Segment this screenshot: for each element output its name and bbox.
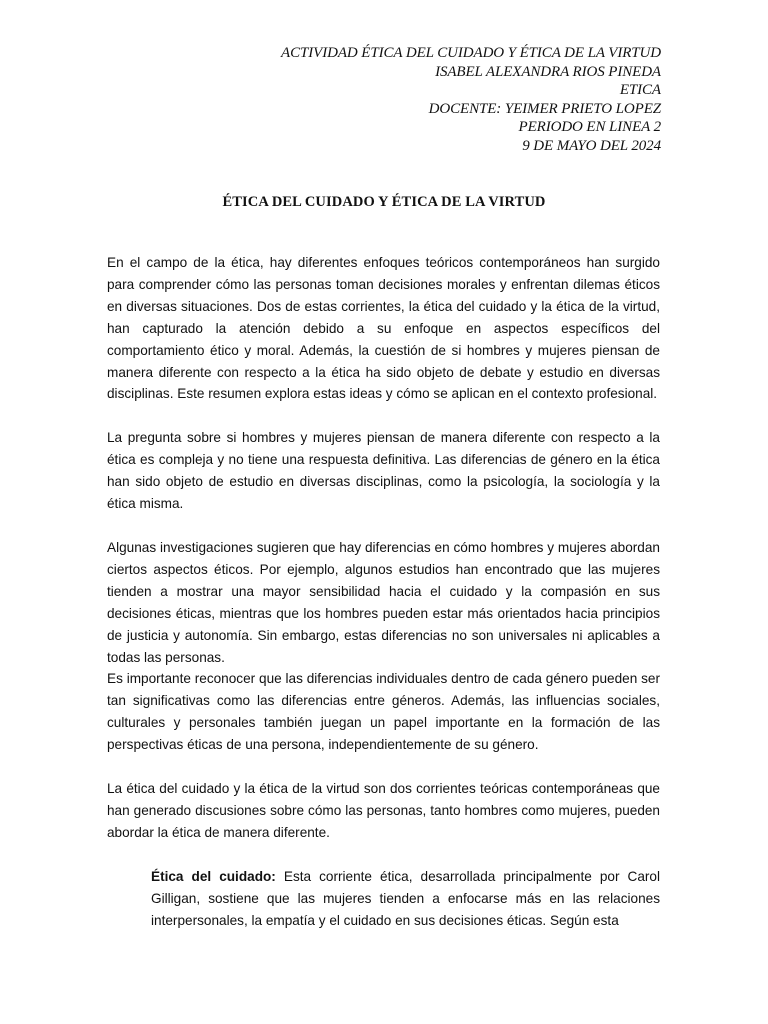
header-teacher: DOCENTE: YEIMER PRIETO LOPEZ — [428, 100, 661, 117]
document-body — [107, 252, 660, 953]
paragraph-individual-differences: Es importante reconocer que las diferencias individuales dentro de cada género pueden ser tan significativas como las diferencias entre géneros. Además, las influencias sociales, culturales y personales también juegan un papel importante en la formación de las perspectivas éticas de una persona, independientemente de su género. — [107, 671, 660, 753]
header-date: 9 DE MAYO DEL 2024 — [522, 137, 661, 154]
paragraph-care-ethics — [151, 866, 660, 932]
document-header — [281, 44, 661, 155]
care-ethics-term: Ética del cuidado: — [151, 868, 276, 884]
paragraph-gender-question: La pregunta sobre si hombres y mujeres piensan de manera diferente con respecto a la ética es compleja y no tiene una respuesta definitiva. Las diferencias de género en la ética han sido objeto de estudio en diversas disciplinas, como la psicología, la sociología y la ética misma. — [107, 430, 660, 512]
paragraph-two-currents: La ética del cuidado y la ética de la virtud son dos corrientes teóricas contemporáneas que han generado discusiones sobre cómo las personas, tanto hombres como mujeres, pueden abordar la ética de manera diferente. — [107, 781, 660, 840]
document-title: ÉTICA DEL CUIDADO Y ÉTICA DE LA VIRTUD — [222, 194, 546, 210]
header-period: PERIODO EN LINEA 2 — [518, 119, 661, 135]
care-ethics-text: Esta corriente ética, desarrollada principalmente por Carol Gilligan, sostiene que las mujeres tienden a enfocarse más en las relaciones interpersonales, la empatía y el cuidado en sus decisiones éticas. Según esta — [151, 868, 660, 928]
header-author-name: ISABEL ALEXANDRA RIOS PINEDA — [435, 63, 661, 80]
paragraph-research: Algunas investigaciones sugieren que hay diferencias en cómo hombres y mujeres abordan ciertos aspectos éticos. Por ejemplo, algunos estudios han encontrado que las mujeres tienden a mostrar una mayor sensibilidad hacia el cuidado y la compasión en sus decisiones éticas, mientras que los hombres pueden estar más orientados hacia principios de justicia y autonomía. Sin embargo, estas diferencias no son universales ni aplicables a todas las personas. — [107, 539, 660, 665]
header-activity-title: ACTIVIDAD ÉTICA DEL CUIDADO Y ÉTICA DE LA VIRTUD — [281, 45, 661, 61]
header-subject: ETICA — [619, 82, 661, 98]
paragraph-intro: En el campo de la ética, hay diferentes enfoques teóricos contemporáneos han surgido para comprender cómo las personas toman decisiones morales y enfrentan dilemas éticos en diversas situaciones. Dos de estas corrientes, la ética del cuidado y la ética de la virtud, han capturado la atención debido a su enfoque en aspectos específicos del comportamiento ético y moral. Además, la cuestión de si hombres y mujeres piensan de manera diferente con respecto a la ética ha sido objeto de debate y estudio en diversas disciplinas. Este resumen explora estas ideas y cómo se aplican en el contexto profesional. — [107, 255, 660, 402]
